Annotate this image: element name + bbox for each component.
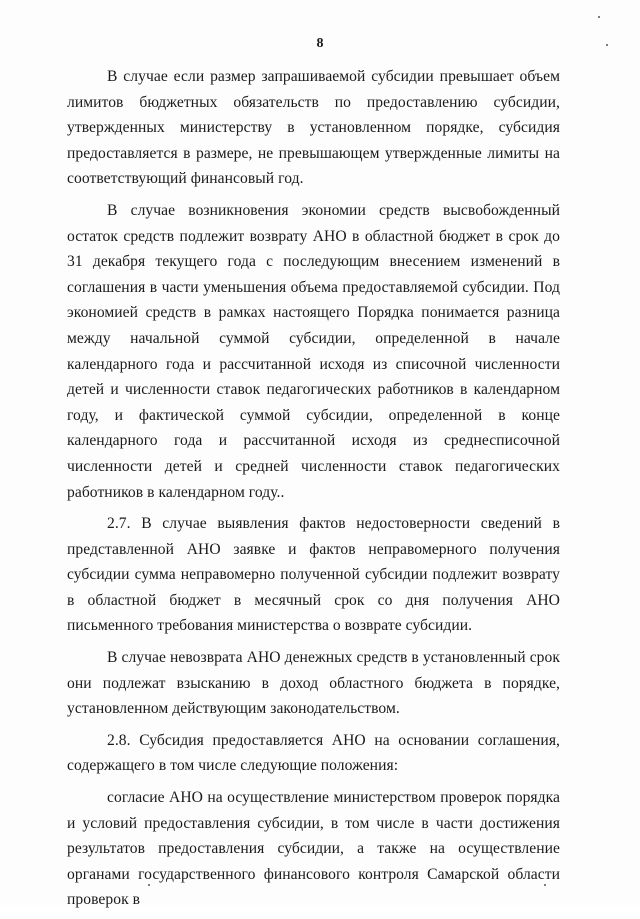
scan-speck <box>606 44 608 46</box>
scan-speck <box>544 884 546 886</box>
paragraph-consent: согласие АНО на осуществление министерством проверок порядка и условий предоставления субсидии, в том числе в части достижения результатов предоставления субсидии, а также на осуществление органами государственного финансового контроля Самарской области проверок в <box>67 789 560 909</box>
paragraph-2-7: 2.7. В случае выявления фактов недостоверности сведений в представленной АНО заявке и фактов неправомерного получения субсидии сумма неправомерно полученной субсидии подлежит возврату в областной бюджет в месячный срок со дня получения АНО письменного требования министерства о возврате субсидии. <box>67 515 560 635</box>
page-number: 8 <box>316 36 324 51</box>
scan-speck <box>148 884 150 886</box>
paragraph-subsidy-limit: В случае если размер запрашиваемой субсидии превышает объем лимитов бюджетных обязательств по предоставлению субсидии, утвержденных министерству в установленном порядке, субсидия предоставляется в размере, не превышающем утвержденные лимиты на соответствующий финансовый год. <box>67 68 560 188</box>
paragraph-savings-return: В случае возникновения экономии средств высвобожденный остаток средств подлежит возврату АНО в областной бюджет в срок до 31 декабря текущего года с последующим внесением изменений в соглашения в части уменьшения объема предоставляемой субсидии. Под экономией средств в рамках настоящего Порядка понимается разница между начальной суммой субсидии, определенной в начале календарного года и рассчитанной исходя из списочной численности детей и численности ставок педагогических работников в календарном году, и фактической суммой субсидии, определенной в конце календарного года и рассчитанной исходя из среднесписочной численности детей и средней численности ставок педагогических работников в календарном году.. <box>67 201 560 501</box>
document-body <box>67 64 560 919</box>
scan-speck <box>598 16 600 18</box>
paragraph-2-8: 2.8. Субсидия предоставляется АНО на основании соглашения, содержащего в том числе следующие положения: <box>67 731 560 775</box>
paragraph-non-return: В случае невозврата АНО денежных средств в установленный срок они подлежат взысканию в доход областного бюджета в порядке, установленном действующим законодательством. <box>67 649 560 718</box>
